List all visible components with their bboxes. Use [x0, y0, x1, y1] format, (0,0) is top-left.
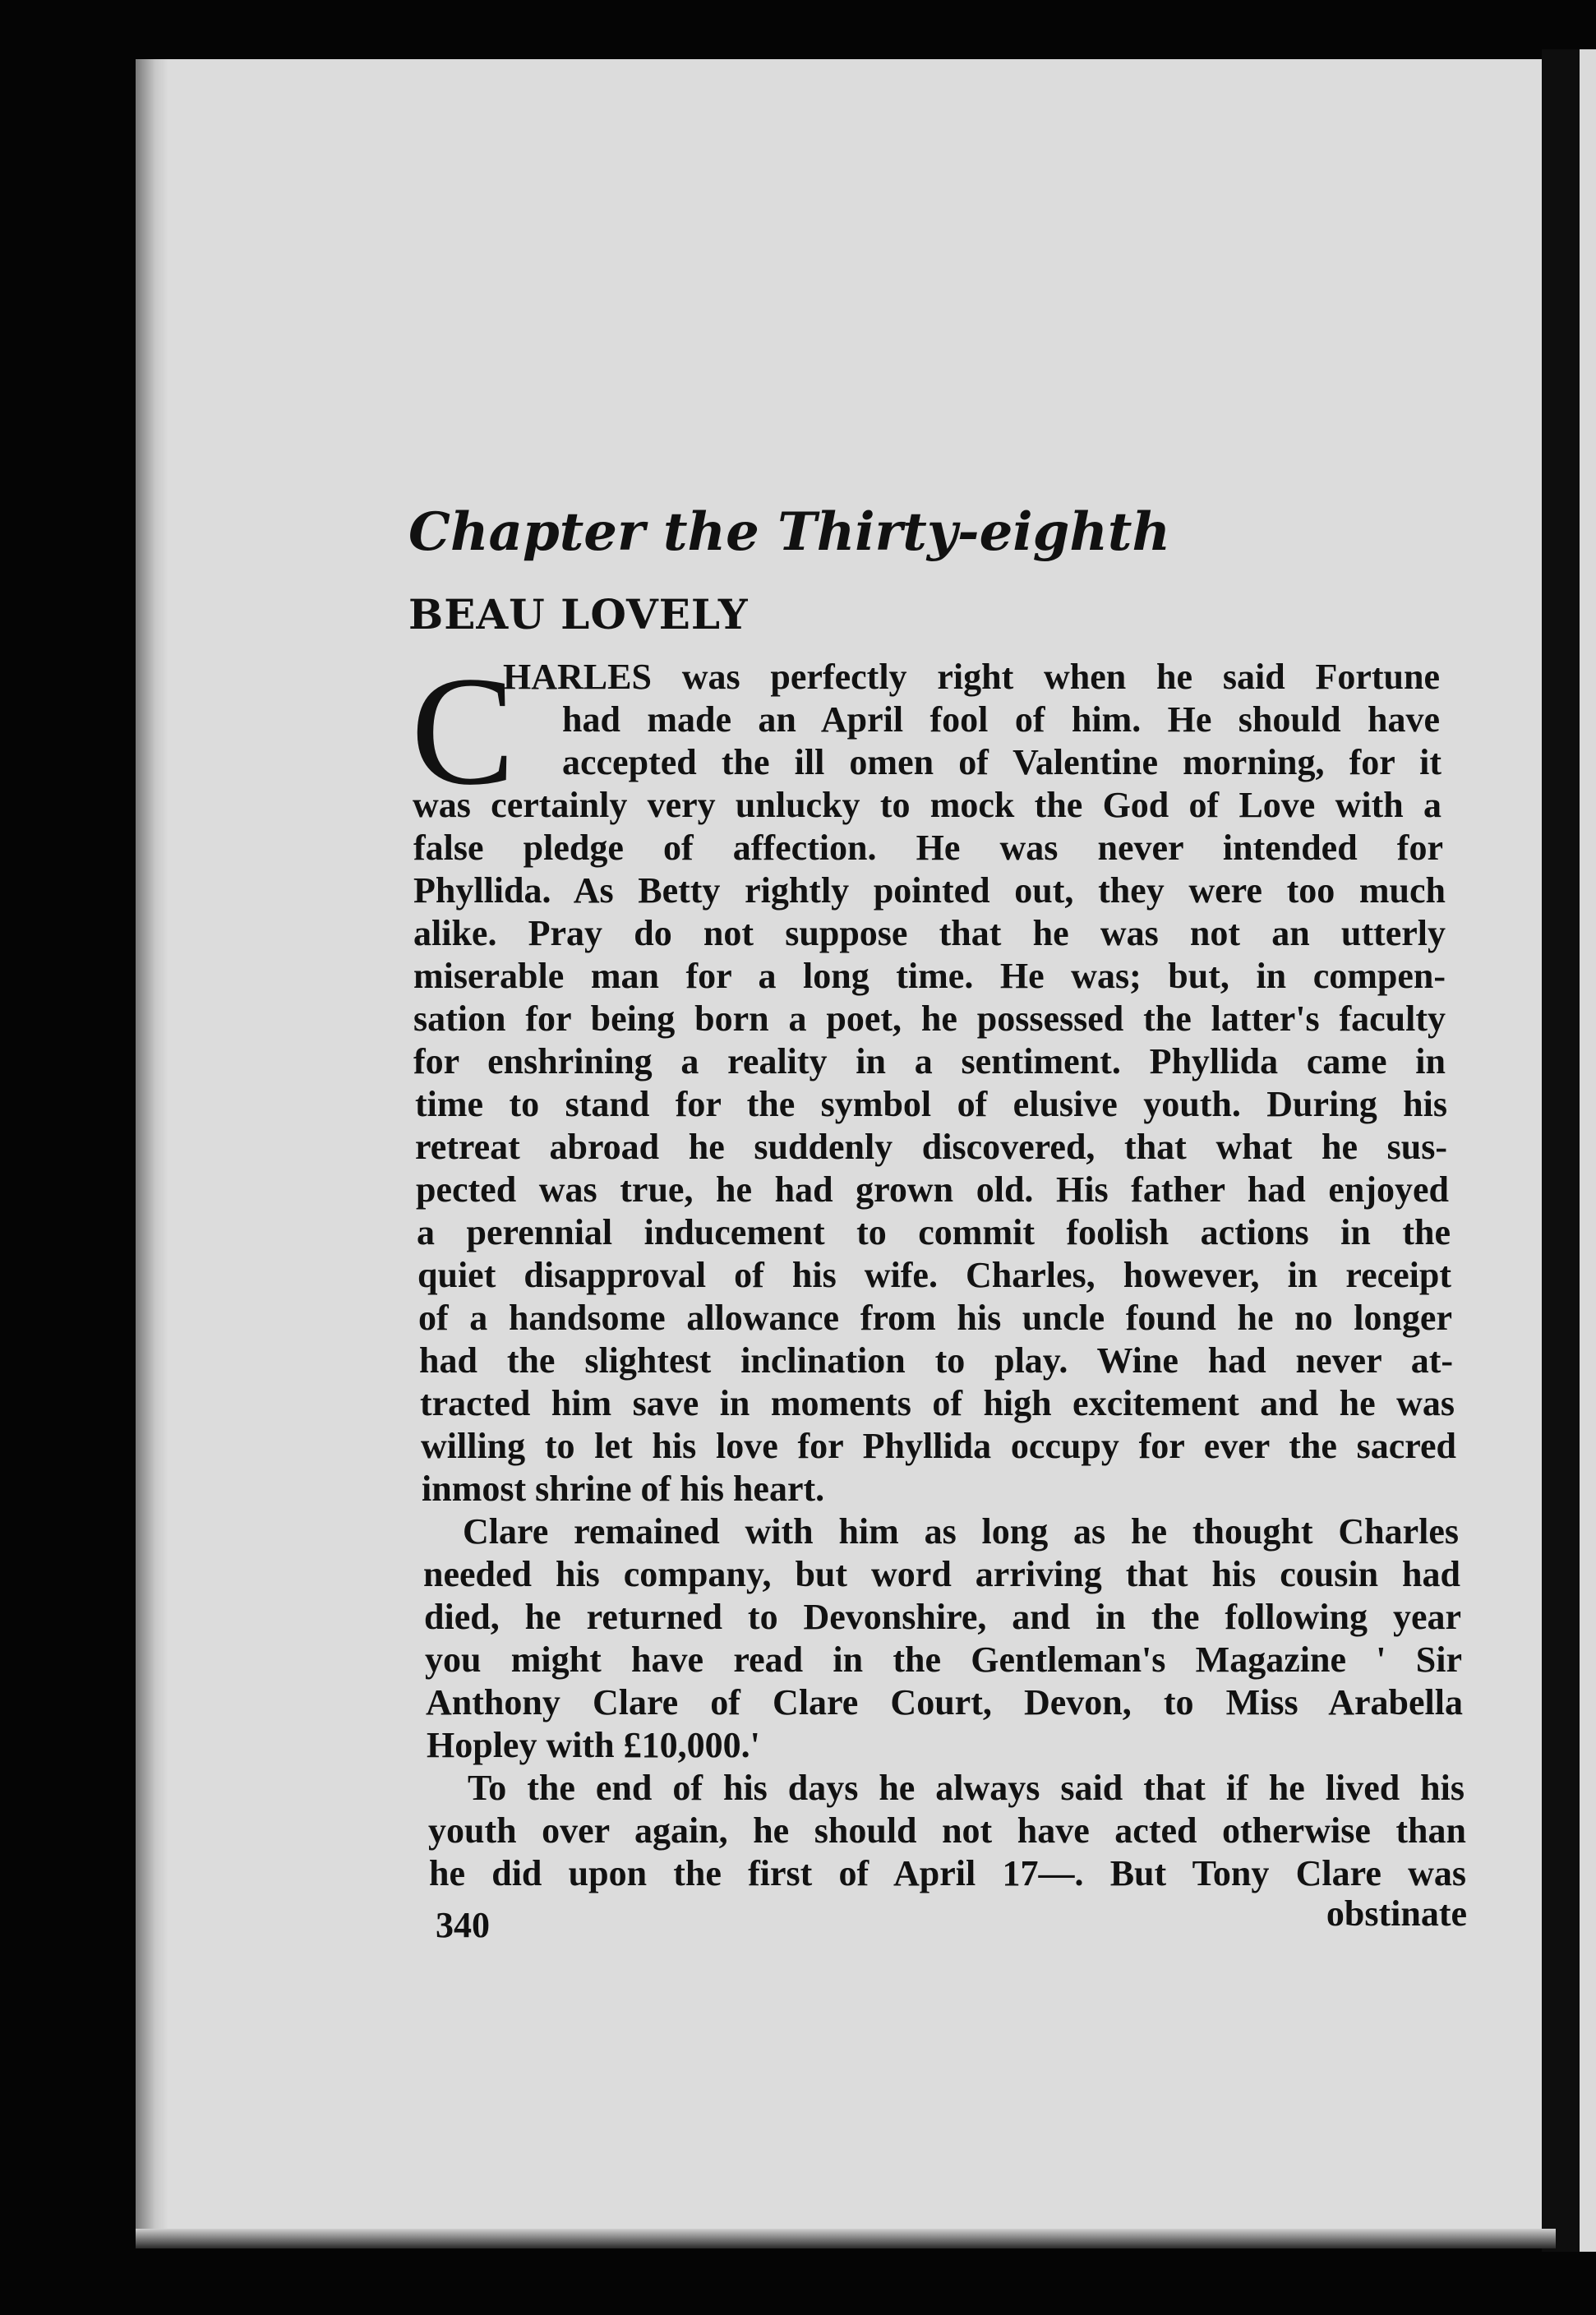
text-line: a perennial inducement to commit foolish actions in the	[417, 1212, 1451, 1252]
text-line: HARLES was perfectly right when he said Fortune	[503, 657, 1440, 697]
text-line: you might have read in the Gentleman's Magazine ' Sir	[425, 1639, 1462, 1680]
page-number: 340	[436, 1905, 490, 1945]
text-line: tracted him save in moments of high excitement and he was	[420, 1383, 1455, 1423]
catchword: obstinate	[1326, 1893, 1467, 1934]
text-line: died, he returned to Devonshire, and in the following year	[424, 1597, 1461, 1637]
text-line: youth over again, he should not have acted otherwise than	[428, 1810, 1466, 1851]
text-line: Phyllida. As Betty rightly pointed out, they were too much	[413, 870, 1446, 911]
text-line: quiet disapproval of his wife. Charles, however, in receipt	[417, 1255, 1451, 1295]
drop-cap: C	[411, 645, 515, 818]
text-line: he did upon the first of April 17—. But Tony Clare was	[429, 1853, 1466, 1893]
text-line: alike. Pray do not suppose that he was not an utterly	[413, 913, 1446, 953]
text-line: retreat abroad he suddenly discovered, that what he sus-	[415, 1127, 1447, 1167]
text-line: had the slightest inclination to play. Wine had never at-	[419, 1340, 1453, 1381]
text-line: had made an April fool of him. He should have	[562, 699, 1440, 740]
next-page-edge	[1580, 49, 1596, 2252]
text-line: pected was true, he had grown old. His father had enjoyed	[416, 1169, 1449, 1210]
text-line: needed his company, but word arriving that his cousin had	[423, 1554, 1460, 1594]
text-line: willing to let his love for Phyllida occupy for ever the sacred	[421, 1426, 1456, 1466]
text-line: was certainly very unlucky to mock the God of Love with a	[413, 785, 1441, 825]
text-line: To the end of his days he always said that if he lived his	[468, 1768, 1465, 1808]
text-line: time to stand for the symbol of elusive youth. During his	[415, 1084, 1447, 1124]
text-line: miserable man for a long time. He was; but, in compen-	[413, 956, 1446, 996]
text-line: sation for being born a poet, he possessed the latter's faculty	[413, 998, 1446, 1039]
text-line: Anthony Clare of Clare Court, Devon, to Miss Arabella	[426, 1682, 1463, 1722]
text-line: accepted the ill omen of Valentine morning, for it	[562, 742, 1441, 782]
text-line: of a handsome allowance from his uncle found he no longer	[418, 1298, 1452, 1338]
text-line: false pledge of affection. He was never intended for	[413, 828, 1443, 868]
chapter-heading: Chapter the Thirty-eighth	[408, 501, 1170, 563]
text-line: inmost shrine of his heart.	[422, 1469, 825, 1509]
binding-edge	[1542, 49, 1581, 2252]
chapter-title: BEAU LOVELY	[408, 590, 749, 639]
text-line: Clare remained with him as long as he thought Charles	[463, 1511, 1459, 1552]
page-bottom-shadow	[136, 2229, 1556, 2248]
page-gutter-shadow	[136, 59, 168, 2245]
text-line: Hopley with £10,000.'	[427, 1725, 760, 1765]
text-line: for enshrining a reality in a sentiment. Phyllida came in	[413, 1041, 1446, 1081]
